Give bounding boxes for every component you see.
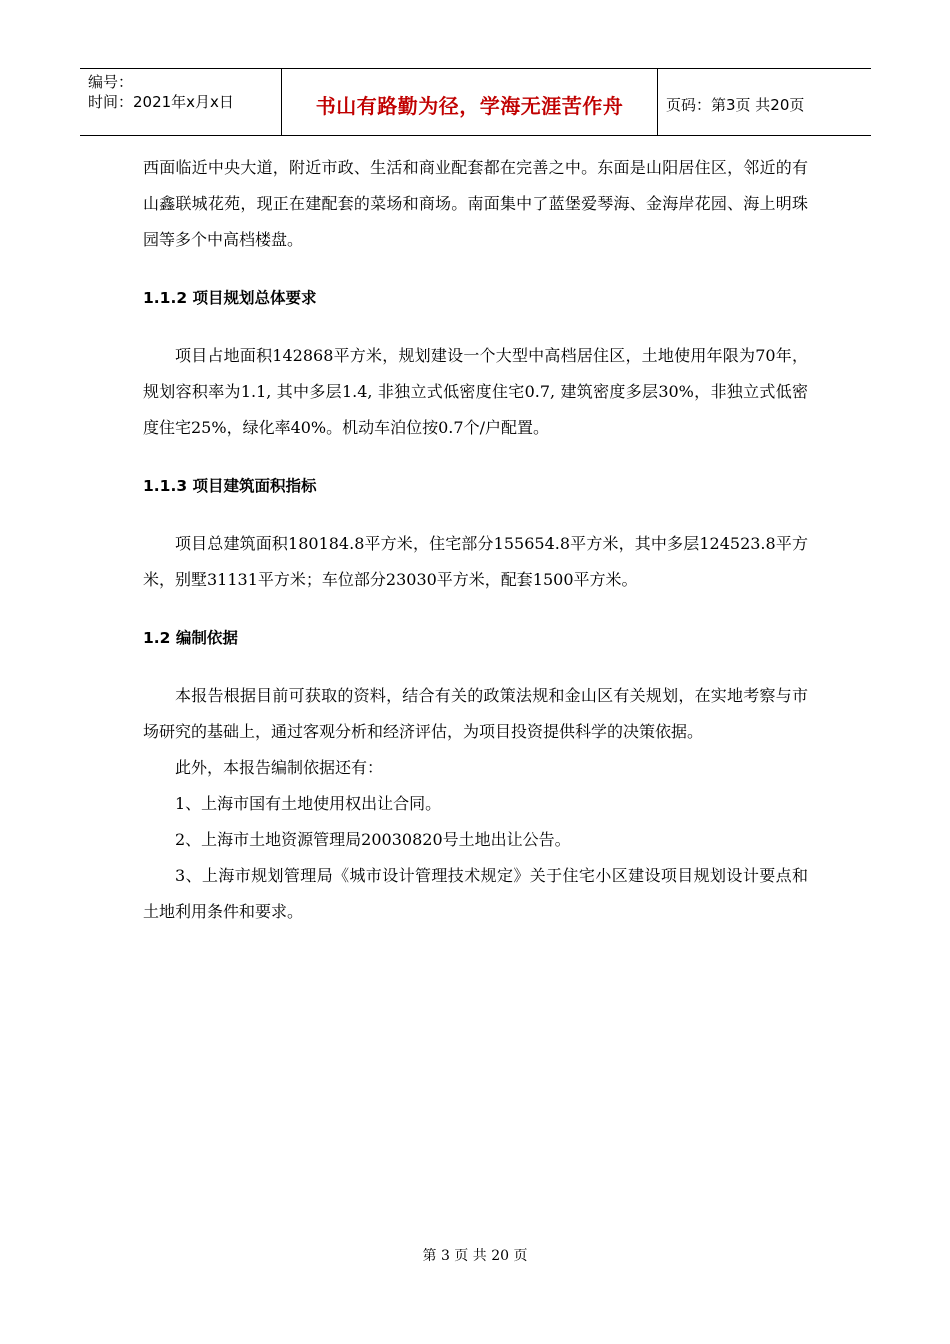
spacer [143,316,808,338]
section-heading-1-1-2: 1.1.2 项目规划总体要求 [143,289,317,307]
document-number-label: 编号： [88,73,134,91]
header-motto: 书山有路勤为径，学海无涯苦作舟 [315,93,624,118]
paragraph-also: 此外，本报告编制依据还有： [175,758,384,777]
spacer [143,656,808,678]
spacer [143,258,808,280]
section-heading-1-2: 1.2 编制依据 [143,629,238,647]
footer-page-number: 第 3 页 共 20 页 [422,1248,528,1264]
header-page-number: 页码：第3页 共20页 [666,95,805,114]
header-info-cell [80,69,282,135]
page-header [80,68,871,136]
spacer [143,598,808,620]
header-page-cell [658,69,871,135]
paragraph-1-1-3: 项目总建筑面积180184.8平方米，住宅部分155654.8平方米，其中多层124523.8平方米，别墅31131平方米；车位部分23030平方米，配套1500平方米。 [143,534,808,589]
paragraph-1-1-2: 项目占地面积142868平方米，规划建设一个大型中高档居住区，土地使用年限为70年，规划容积率为1.1, 其中多层1.4, 非独立式低密度住宅0.7, 建筑密度多层30%，非独立式低密度住宅25%，绿化率40%。机动车泊位按0.7个/户配置。 [143,346,808,437]
document-time-label: 时间：2021年x月x日 [88,93,234,111]
paragraph-intro: 西面临近中央大道，附近市政、生活和商业配套都在完善之中。东面是山阳居住区，邻近的有山鑫联城花苑，现正在建配套的菜场和商场。南面集中了蓝堡爱琴海、金海岸花园、海上明珠园等多个中高档楼盘。 [143,158,808,249]
spacer [143,446,808,468]
list-item-3: 3、上海市规划管理局《城市设计管理技术规定》关于住宅小区建设项目规划设计要点和土地利用条件和要求。 [143,866,808,921]
spacer [143,504,808,526]
document-body [143,150,808,930]
list-item-2: 2、上海市土地资源管理局20030820号土地出让公告。 [175,830,571,849]
header-motto-cell [282,69,658,135]
section-heading-1-1-3: 1.1.3 项目建筑面积指标 [143,477,317,495]
page-footer [0,1245,950,1265]
paragraph-1-2: 本报告根据目前可获取的资料，结合有关的政策法规和金山区有关规划，在实地考察与市场研究的基础上，通过客观分析和经济评估，为项目投资提供科学的决策依据。 [143,686,808,741]
list-item-1: 1、上海市国有土地使用权出让合同。 [175,794,442,813]
